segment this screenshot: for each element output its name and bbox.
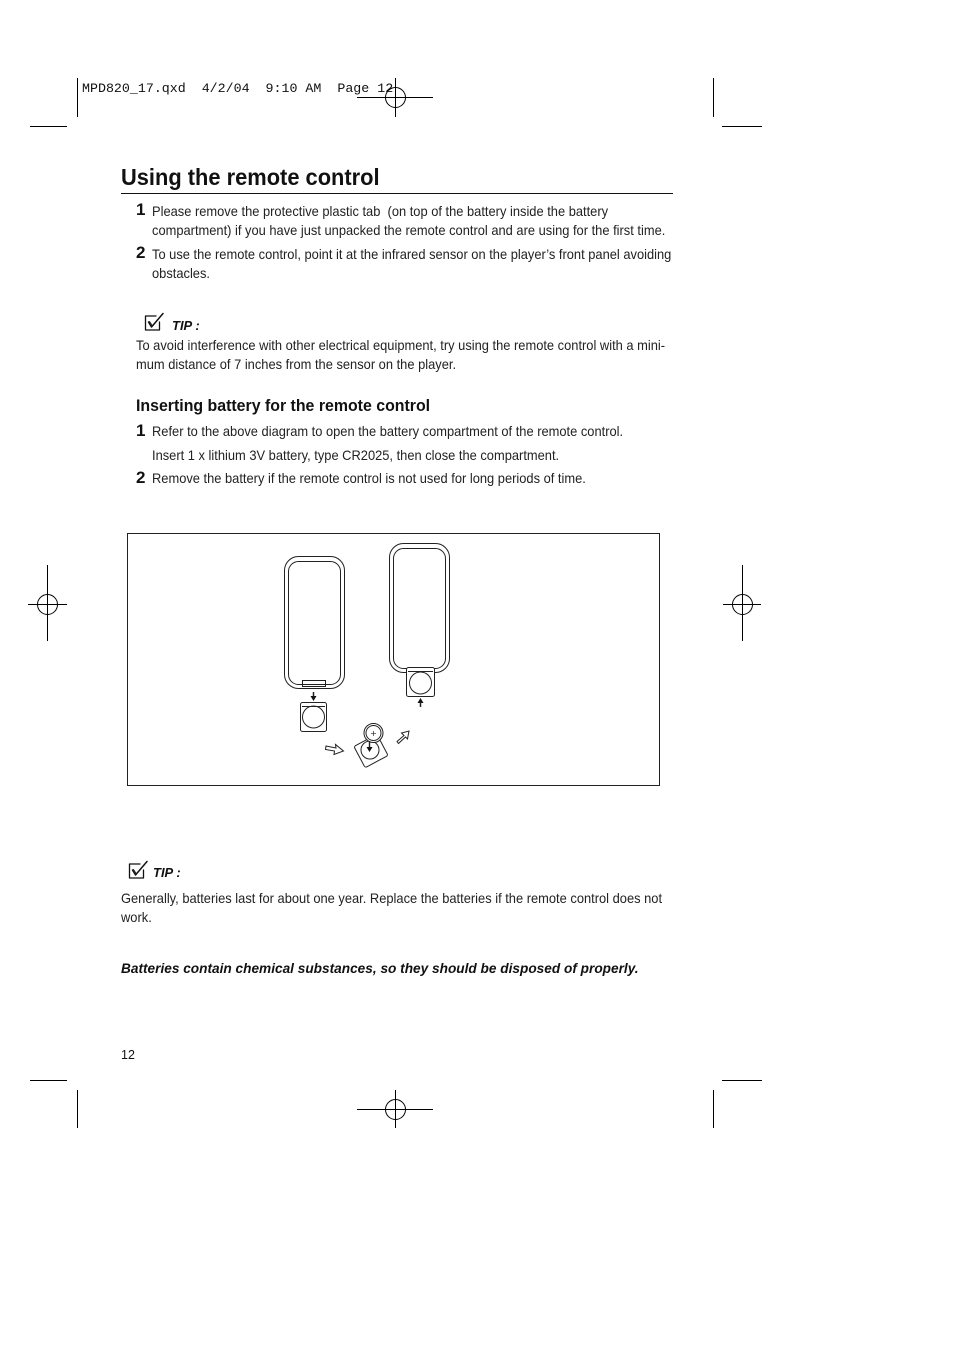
step-text: compartment) if you have just unpacked the remote control and are using for the first time. [152,222,666,238]
arrow-down-icon [311,692,317,701]
hollow-arrow-up-right-icon [397,731,409,744]
battery-tray-left [301,703,327,732]
registration-mark-left [28,565,67,641]
remote-control-right [390,544,450,673]
tip-text: Generally, batteries last for about one year. Replace the batteries if the remote control does not [121,890,663,906]
battery-illustration [127,533,660,786]
disposal-warning: Batteries contain chemical substances, so they should be disposed of properly. [121,960,639,976]
registration-mark-right [723,565,761,641]
step-text: Please remove the protective plastic tab (on top of the battery inside the battery [152,203,609,219]
battery-tray-right [407,668,435,697]
step-text: Remove the battery if the remote control is not used for long periods of time. [152,470,586,486]
step-number: 2 [136,468,146,487]
page-number: 12 [121,1048,135,1062]
crop-mark-bottom-left [30,1081,78,1129]
check-box-icon [126,858,150,882]
step-number: 1 [136,200,146,219]
check-box-icon [142,310,166,334]
step-number: 1 [136,421,146,440]
section-heading: Inserting battery for the remote control [136,396,431,415]
step-text: obstacles. [152,265,211,281]
tip-text: To avoid interference with other electrical equipment, try using the remote control with a mini- [136,337,666,353]
title-rule [121,193,673,194]
step-text: To use the remote control, point it at the infrared sensor on the player’s front panel avoiding [152,246,672,262]
battery-diagram [127,533,660,786]
tip-label: TIP : [153,865,181,880]
tip-text: mum distance of 7 inches from the sensor on the player. [136,356,457,372]
step-number: 2 [136,243,146,262]
remote-control-left [285,557,345,689]
step-text: Insert 1 x lithium 3V battery, type CR2025, then close the compartment. [152,447,560,463]
crop-mark-top-right [714,78,763,127]
step-text: Refer to the above diagram to open the battery compartment of the remote control. [152,423,624,439]
coin-battery [364,724,383,743]
hollow-arrow-right-icon [326,745,344,755]
tip-label: TIP : [172,318,200,333]
crop-mark-top-left [30,78,78,127]
arrow-up-icon [418,698,424,707]
tip-text: work. [121,909,152,925]
page-title: Using the remote control [121,164,380,190]
print-slug: MPD820_17.qxd 4/2/04 9:10 AM Page 12 [82,81,394,96]
registration-mark-bottom [357,1090,433,1128]
crop-mark-bottom-right [714,1081,763,1129]
coin-plus-mark: + [370,729,377,738]
